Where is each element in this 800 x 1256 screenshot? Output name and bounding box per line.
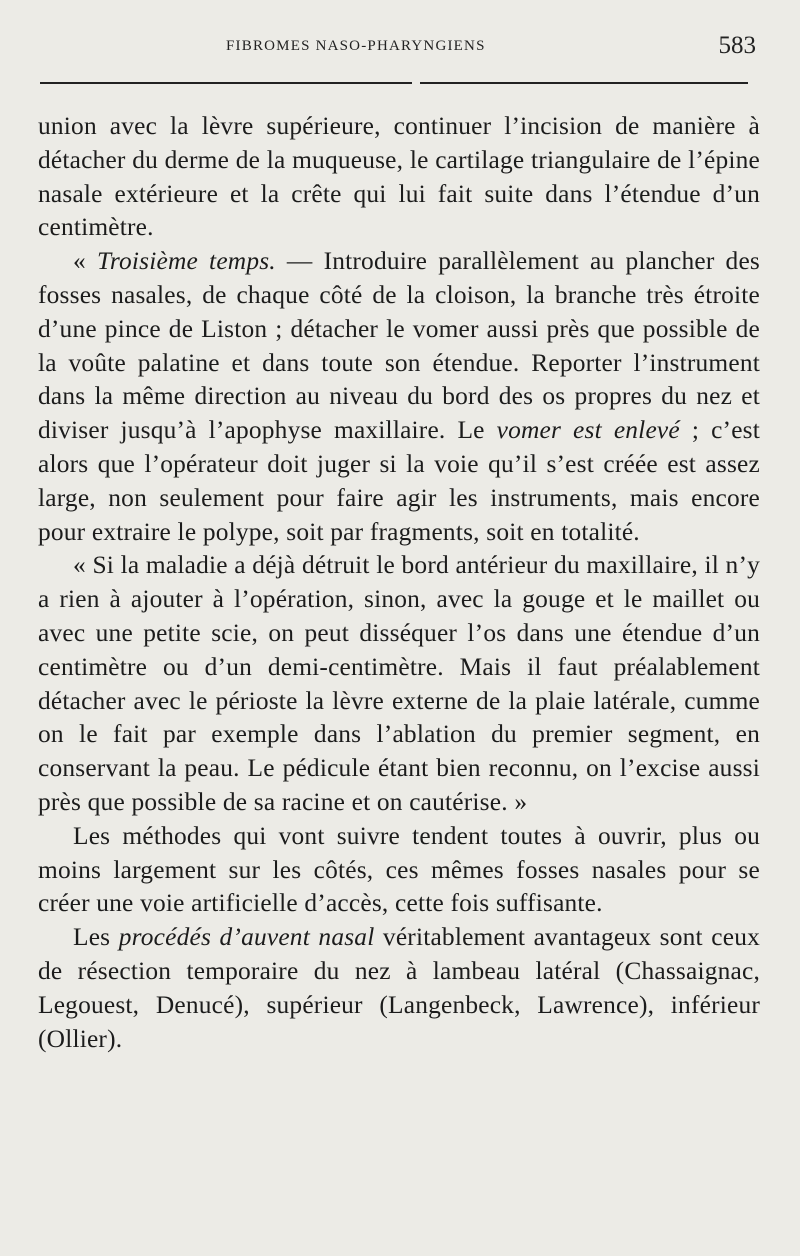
header-rule-left	[40, 82, 412, 84]
paragraph-5-italic-phrase: procédés d’auvent nasal	[118, 923, 375, 952]
paragraph-1	[38, 110, 760, 245]
page-number: 583	[718, 32, 756, 59]
paragraph-2-text-end: ; c’est alors que l’opérateur doit juger si la voie qu’il s’est créée est assez large, non seulement pour faire agir les instruments, mais encore pour extraire le polype, soit par fragments, soit en totalité.	[38, 416, 760, 546]
running-title: FIBROMES NASO-PHARYNGIENS	[226, 38, 486, 54]
paragraph-4	[38, 820, 760, 921]
header-rule-right	[420, 82, 748, 84]
paragraph-3-text: « Si la maladie a déjà détruit le bord antérieur du maxillaire, il n’y a rien à ajouter à l’opération, sinon, avec la gouge et le maillet ou avec une petite scie, on peut disséquer l’os dans une étendue d’un centimètre ou d’un demi-centimètre. Mais il faut préalablement détacher avec le périoste la lèvre externe de la plaie latérale, cumme on le fait par exemple dans l’ablation du premier segment, en conservant la peau. Le pédicule étant bien reconnu, on l’excise aussi près que possible de sa racine et on cautérise. »	[38, 551, 760, 816]
body-text	[38, 110, 760, 1056]
paragraph-2-italic-heading: Troisième temps.	[96, 247, 276, 276]
paragraph-5-text: véritablement avantageux sont ceux de résection temporaire du nez à lambeau latéral (Chassaignac, Legouest, Denucé), supérieur (Langenbeck, Lawrence), inférieur (Ollier).	[38, 923, 760, 1053]
paragraph-2-italic-phrase: vomer est enlevé	[496, 416, 680, 445]
paragraph-3	[38, 549, 760, 819]
paragraph-5	[38, 921, 760, 1056]
paragraph-4-text: Les méthodes qui vont suivre tendent toutes à ouvrir, plus ou moins largement sur les côtés, ces mêmes fosses nasales pour se créer une voie artificielle d’accès, cette fois suffisante.	[38, 821, 760, 918]
paragraph-2	[38, 245, 760, 549]
paragraph-1-text: union avec la lèvre supérieure, continuer l’incision de manière à détacher du derme de la muqueuse, le cartilage triangulaire de l’épine nasale extérieure et la crête qui lui fait suite dans l’étendue d’un centimètre.	[38, 112, 760, 242]
paragraph-2-quote-open: «	[73, 247, 97, 276]
paragraph-5-text-start: Les	[73, 923, 119, 952]
paragraph-2-text: — Introduire parallèlement au plancher des fosses nasales, de chaque côté de la cloison, la branche très étroite d’une pince de Liston ; détacher le vomer aussi près que possible de la voûte palatine et dans toute son étendue. Reporter l’instrument dans la même direction au niveau du bord des os propres du nez et diviser jusqu’à l’apophyse maxillaire. Le	[38, 247, 760, 445]
page-header	[38, 32, 756, 62]
